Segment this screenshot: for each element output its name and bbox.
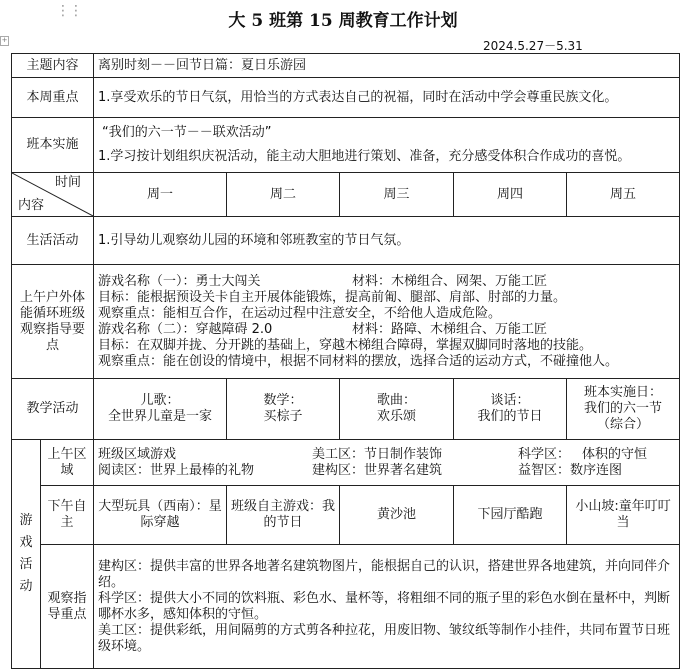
- weekly-focus-label: 本周重点: [12, 78, 94, 118]
- area-class: 班级区域游戏: [98, 446, 177, 462]
- teaching-thursday-topic: 我们的节日: [477, 409, 543, 424]
- game2-materials: 材料：路障、木梯组合、万能工匠: [352, 321, 548, 337]
- daily-life-label: 生活活动: [12, 217, 94, 265]
- teaching-thursday[interactable]: [454, 379, 567, 440]
- game-afternoon-label: 下午自主: [41, 486, 94, 545]
- drag-handle-icon[interactable]: ⋮⋮: [56, 3, 82, 19]
- weekly-focus-value[interactable]: 1.享受欢乐的节日气氛，用恰当的方式表达自己的祝福，同时在活动中学会尊重民族文化。: [94, 78, 680, 118]
- teaching-friday-topic: 我们的六一节: [584, 401, 663, 416]
- teaching-wednesday-subject: 歌曲：: [377, 393, 417, 408]
- afternoon-tuesday[interactable]: 班级自主游戏：我的节日: [227, 486, 340, 545]
- game1-goal: 目标：能根据预设关卡自主开展体能锻炼，提高前匍、腿部、肩部、肘部的力量。: [98, 289, 567, 305]
- game1-observe: 观察重点：能相互合作，在运动过程中注意安全，不给他人造成危险。: [98, 305, 502, 321]
- class-practice-title: “我们的六一节－－联欢活动”: [102, 125, 272, 140]
- observe-science: 科学区：提供大小不同的饮料瓶、彩色水、量杯等，将粗细不同的瓶子里的彩色水倒在量杯中，判断哪杯水多，感知体积的守恒。: [98, 590, 671, 622]
- outdoor-label: 上午户外体能循环班级观察指导要点: [12, 265, 94, 379]
- row-class-practice: [12, 118, 680, 173]
- game2-goal: 目标：在双脚并拢、分开跳的基础上，穿越木梯组合障碍，掌握双脚同时落地的技能。: [98, 337, 593, 353]
- header-content-label: 内容: [18, 198, 45, 213]
- teaching-monday-topic: 全世界儿童是一家: [108, 409, 213, 424]
- outdoor-value[interactable]: [94, 265, 680, 379]
- area-science: 科学区：: [518, 446, 571, 462]
- row-game-afternoon: [12, 486, 680, 545]
- row-weekly-focus: [12, 78, 680, 118]
- theme-label: 主题内容: [12, 54, 94, 78]
- class-practice-label: 班本实施: [12, 118, 94, 173]
- game-activity-label: 游戏活动: [12, 440, 41, 669]
- theme-value[interactable]: 离别时刻－－回节日篇：夏日乐游园: [94, 54, 680, 78]
- header-diagonal-cell: [12, 173, 94, 217]
- area-puzzle: 益智区：数序连图: [518, 462, 623, 478]
- day-thursday: 周四: [454, 173, 567, 217]
- game1-name: 游戏名称（一）：勇士大闯关: [98, 273, 261, 289]
- afternoon-wednesday[interactable]: 黄沙池: [340, 486, 454, 545]
- afternoon-friday[interactable]: 小山坡:童年叮叮当: [567, 486, 680, 545]
- daily-life-value[interactable]: 1.引导幼儿观察幼儿园的环境和邻班教室的节日气氛。: [94, 217, 680, 265]
- day-friday: 周五: [567, 173, 680, 217]
- game-observe-label: 观察指导重点: [41, 545, 94, 669]
- header-time-label: 时间: [55, 175, 82, 190]
- afternoon-monday[interactable]: 大型玩具（西南）：星际穿越: [94, 486, 227, 545]
- game-observe-value[interactable]: [94, 545, 680, 669]
- table-select-icon[interactable]: +: [1, 36, 8, 44]
- area-art: 美工区：节日制作装饰: [312, 446, 443, 462]
- date-range: 2024.5.27－5.31: [483, 39, 583, 53]
- teaching-tuesday[interactable]: [227, 379, 340, 440]
- row-header: [12, 173, 680, 217]
- row-outdoor: [12, 265, 680, 379]
- game2-observe: 观察重点：能在创设的情境中，根据不同材料的摆放，选择合适的运动方式，不碰撞他人。: [98, 353, 619, 369]
- teaching-friday-note: （综合）: [597, 417, 650, 432]
- row-theme: [12, 54, 680, 78]
- teaching-tuesday-subject: 数学：: [263, 393, 303, 408]
- teaching-label: 教学活动: [12, 379, 94, 440]
- game-morning-value[interactable]: [94, 440, 680, 486]
- teaching-tuesday-topic: 买棕子: [263, 409, 303, 424]
- teaching-wednesday-topic: 欢乐颂: [377, 409, 417, 424]
- game2-name: 游戏名称（二）：穿越障碍 2.0: [98, 321, 273, 337]
- class-practice-value[interactable]: [94, 118, 680, 173]
- teaching-monday-subject: 儿歌：: [140, 393, 180, 408]
- afternoon-thursday[interactable]: 下园厅酷跑: [454, 486, 567, 545]
- row-daily-life: [12, 217, 680, 265]
- day-tuesday: 周二: [227, 173, 340, 217]
- game1-materials: 材料：木梯组合、网架、万能工匠: [352, 273, 548, 289]
- teaching-friday-subject: 班本实施日：: [584, 385, 663, 400]
- area-build: 建构区：世界著名建筑: [312, 462, 443, 478]
- row-game-morning: [12, 440, 680, 486]
- row-game-observe: [12, 545, 680, 669]
- teaching-monday[interactable]: [94, 379, 227, 440]
- observe-art: 美工区：提供彩纸，用间隔剪的方式剪各种拉花，用废旧物、皱纹纸等制作小挂件，共同布置节日班级环境。: [98, 622, 671, 654]
- day-wednesday: 周三: [340, 173, 454, 217]
- observe-build: 建构区：提供丰富的世界各地著名建筑物图片，能根据自己的认识，搭建世界各地建筑，并向同伴介绍。: [98, 558, 671, 590]
- teaching-wednesday[interactable]: [340, 379, 454, 440]
- area-science-topic: 体积的守恒: [582, 446, 648, 462]
- class-practice-goal: 1.学习按计划组织庆祝活动，能主动大胆地进行策划、准备，充分感受体积合作成功的喜悦。: [98, 149, 631, 164]
- game-morning-label: 上午区域: [41, 440, 94, 486]
- area-reading: 阅读区：世界上最棒的礼物: [98, 462, 255, 478]
- plan-table: [11, 53, 680, 669]
- day-monday: 周一: [94, 173, 227, 217]
- document-title: 大 5 班第 15 周教育工作计划: [228, 11, 458, 31]
- row-teaching: [12, 379, 680, 440]
- teaching-thursday-subject: 谈话：: [490, 393, 530, 408]
- teaching-friday[interactable]: [567, 379, 680, 440]
